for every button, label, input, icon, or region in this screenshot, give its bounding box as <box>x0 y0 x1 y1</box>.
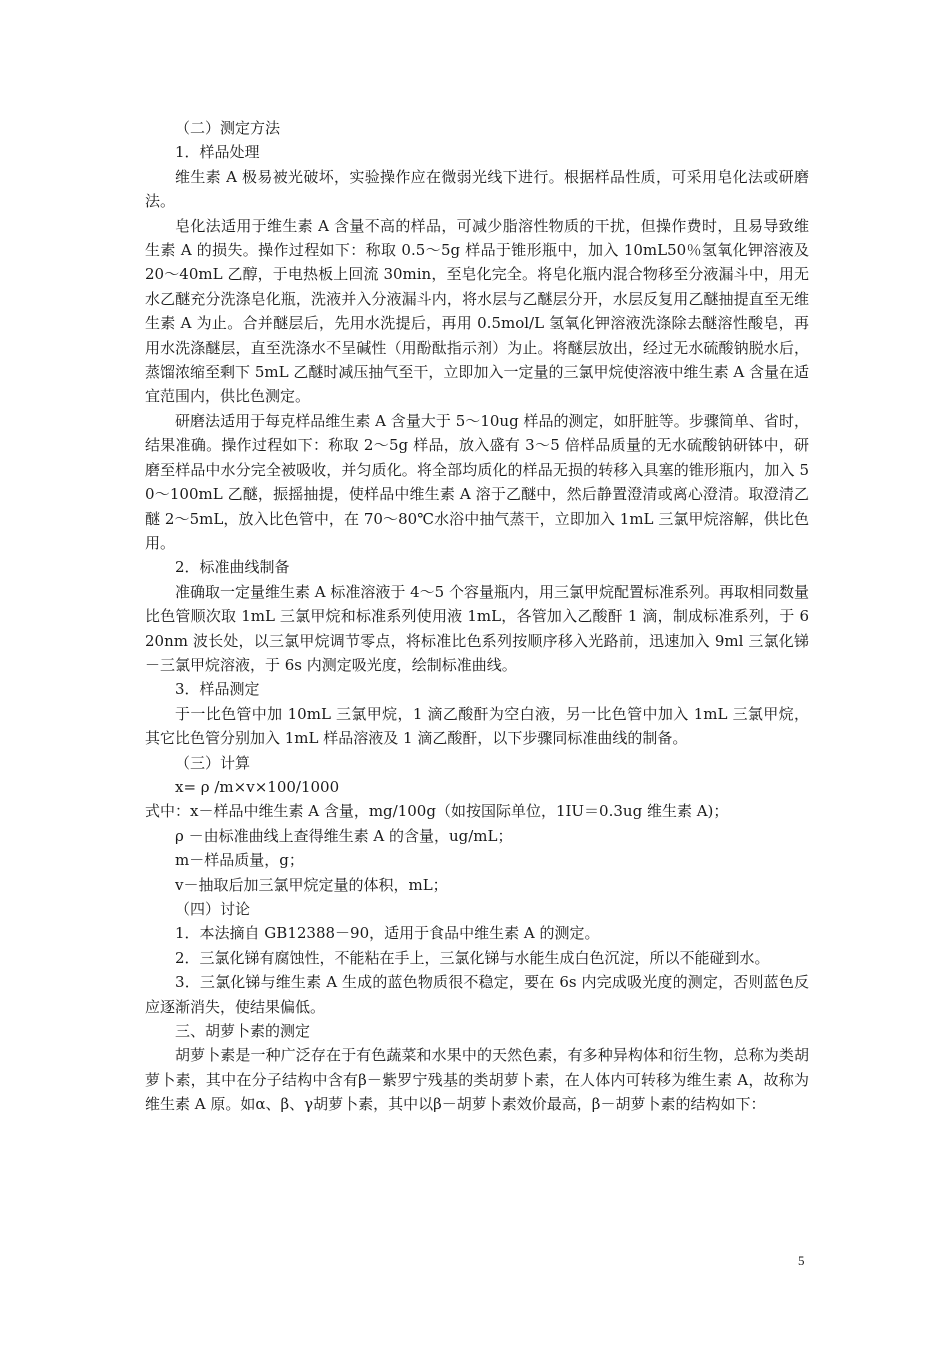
paragraph: 胡萝卜素是一种广泛存在于有色蔬菜和水果中的天然色素，有多种异构体和衍生物，总称为类胡萝卜素，其中在分子结构中含有β－紫罗宁残基的类胡萝卜素，在人体内可转移为维生素 A，故称为维生素 A 原。如α、β、γ胡萝卜素，其中以β－胡萝卜素效价最高，β－胡萝卜素的结构如下： <box>145 1046 809 1114</box>
paragraph: v－抽取后加三氯甲烷定量的体积，mL； <box>175 875 448 894</box>
paragraph: 3．样品测定 <box>175 680 260 699</box>
page-number: 5 <box>798 1253 805 1268</box>
paragraph: （二）测定方法 <box>175 119 281 137</box>
paragraph: 三、胡萝卜素的测定 <box>175 1022 311 1041</box>
paragraph: 于一比色管中加 10mL 三氯甲烷，1 滴乙酸酐为空白液，另一比色管中加入 1mL 三氯甲烷，其它比色管分别加入 1mL 样品溶液及 1 滴乙酸酐，以下步骤同标准曲线的制备。 <box>145 704 809 748</box>
paragraph: ρ －由标准曲线上查得维生素 A 的含量，ug/mL； <box>175 826 513 845</box>
paragraph: 2．标准曲线制备 <box>175 558 290 577</box>
paragraph: 3．三氯化锑与维生素 A 生成的蓝色物质很不稳定，要在 6s 内完成吸光度的测定，否则蓝色反应逐渐消失，使结果偏低。 <box>145 973 809 1016</box>
paragraph: （三）计算 <box>175 753 251 772</box>
paragraph: 1．样品处理 <box>175 143 260 162</box>
paragraph: 维生素 A 极易被光破坏，实验操作应在微弱光线下进行。根据样品性质，可采用皂化法或研磨法。 <box>145 167 809 211</box>
paragraph: 1．本法摘自 GB12388－90，适用于食品中维生素 A 的测定。 <box>175 924 600 943</box>
paragraph: 皂化法适用于维生素 A 含量不高的样品，可减少脂溶性物质的干扰，但操作费时，且易导致维生素 A 的损失。操作过程如下：称取 0.5～5g 样品于锥形瓶中，加入 10mL50％氢氧化钾溶液及 20～40mL 乙醇，于电热板上回流 30min，至皂化完全。将皂化瓶内混合物移至分液漏斗中，用无水乙醚充分洗涤皂化瓶，洗液并入分液漏斗内，将水层与乙醚层分开，水层反复用乙醚抽提直至无维生素 A 为止。合并醚层后，先用水洗提后，再用 0.5mol/L 氢氧化钾溶液洗涤除去醚溶性酸皂，再用水洗涤醚层，直至洗涤水不呈碱性（用酚酞指示剂）为止。将醚层放出，经过无水硫酸钠脱水后，蒸馏浓缩至剩下 5mL 乙醚时减压抽气至干，立即加入一定量的三氯甲烷使溶液中维生素 A 含量在适宜范围内，供比色测定。 <box>145 216 809 406</box>
document-body <box>145 116 809 1117</box>
paragraph: 2．三氯化锑有腐蚀性，不能粘在手上，三氯化锑与水能生成白色沉淀，所以不能碰到水。 <box>175 948 770 967</box>
paragraph: m－样品质量，g； <box>175 851 304 870</box>
paragraph: 研磨法适用于每克样品维生素 A 含量大于 5～10ug 样品的测定，如肝脏等。步骤简单、省时，结果准确。操作过程如下：称取 2～5g 样品，放入盛有 3～5 倍样品质量的无水硫酸钠研钵中，研磨至样品中水分完全被吸收，并匀质化。将全部均质化的样品无损的转移入具塞的锥形瓶内，加入 50～100mL 乙醚，振摇抽提，使样品中维生素 A 溶于乙醚中，然后静置澄清或离心澄清。取澄清乙醚 2～5mL，放入比色管中，在 70～80℃水浴中抽气蒸干，立即加入 1mL 三氯甲烷溶解，供比色用。 <box>145 411 809 552</box>
paragraph: x= ρ /m×v×100/1000 <box>175 777 340 796</box>
paragraph: 准确取一定量维生素 A 标准溶液于 4～5 个容量瓶内，用三氯甲烷配置标准系列。再取相同数量比色管顺次取 1mL 三氯甲烷和标准系列使用液 1mL，各管加入乙酸酐 1 滴，制成标准系列，于 620nm 波长处，以三氯甲烷调节零点，将标准比色系列按顺序移入光路前，迅速加入 9ml 三氯化锑－三氯甲烷溶液，于 6s 内测定吸光度，绘制标准曲线。 <box>145 582 809 674</box>
paragraph: 式中：x－样品中维生素 A 含量，mg/100g（如按国际单位，1IU＝0.3ug 维生素 A)； <box>145 802 729 821</box>
paragraph: （四）讨论 <box>175 900 251 918</box>
